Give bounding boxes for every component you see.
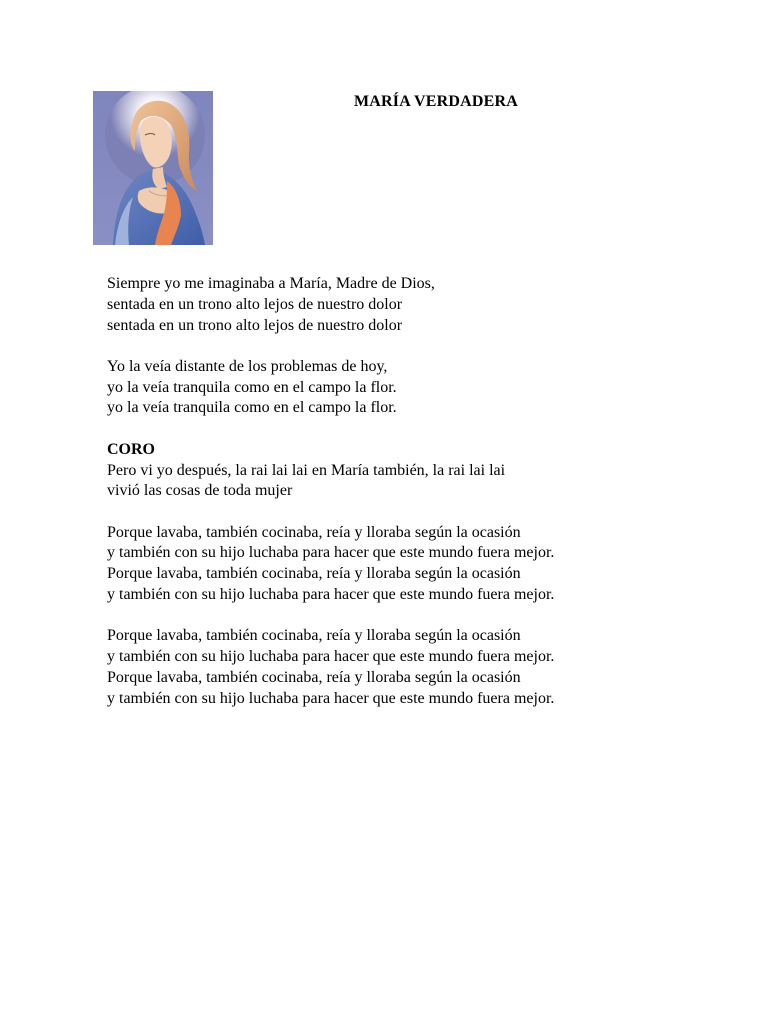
lyric-line: Porque lavaba, también cocinaba, reía y lloraba según la ocasión <box>107 523 521 541</box>
lyric-line: Porque lavaba, también cocinaba, reía y lloraba según la ocasión <box>107 565 521 583</box>
lyric-line: y también con su hijo luchaba para hacer que este mundo fuera mejor. <box>107 648 555 666</box>
lyric-line: yo la veía tranquila como en el campo la flor. <box>107 399 397 417</box>
stanza-1 <box>107 274 747 336</box>
stanza-4 <box>107 523 747 606</box>
chorus-stanza <box>107 440 747 502</box>
lyric-line: Yo la veía distante de los problemas de hoy, <box>107 357 388 375</box>
chorus-label: CORO <box>107 440 155 458</box>
lyrics-body <box>107 274 747 730</box>
lyric-line: y también con su hijo luchaba para hacer que este mundo fuera mejor. <box>107 544 555 562</box>
lyric-line: Porque lavaba, también cocinaba, reía y lloraba según la ocasión <box>107 668 521 686</box>
stanza-5 <box>107 626 747 709</box>
lyric-line: sentada en un trono alto lejos de nuestro dolor <box>107 316 403 334</box>
lyric-line: vivió las cosas de toda mujer <box>107 482 293 500</box>
stanza-2 <box>107 357 747 419</box>
lyric-line: y también con su hijo luchaba para hacer que este mundo fuera mejor. <box>107 586 555 604</box>
lyric-line: Siempre yo me imaginaba a María, Madre de Dios, <box>107 275 435 292</box>
page-title: MARÍA VERDADERA <box>354 93 519 110</box>
lyric-line: Porque lavaba, también cocinaba, reía y lloraba según la ocasión <box>107 627 521 645</box>
lyric-line: Pero vi yo después, la rai lai lai en María también, la rai lai lai <box>107 461 506 479</box>
virgin-mary-portrait-icon <box>93 91 213 245</box>
lyric-line: yo la veía tranquila como en el campo la flor. <box>107 378 397 396</box>
virgin-mary-portrait-image <box>93 91 213 245</box>
lyric-line: sentada en un trono alto lejos de nuestro dolor <box>107 295 403 313</box>
lyric-line: y también con su hijo luchaba para hacer que este mundo fuera mejor. <box>107 689 555 707</box>
